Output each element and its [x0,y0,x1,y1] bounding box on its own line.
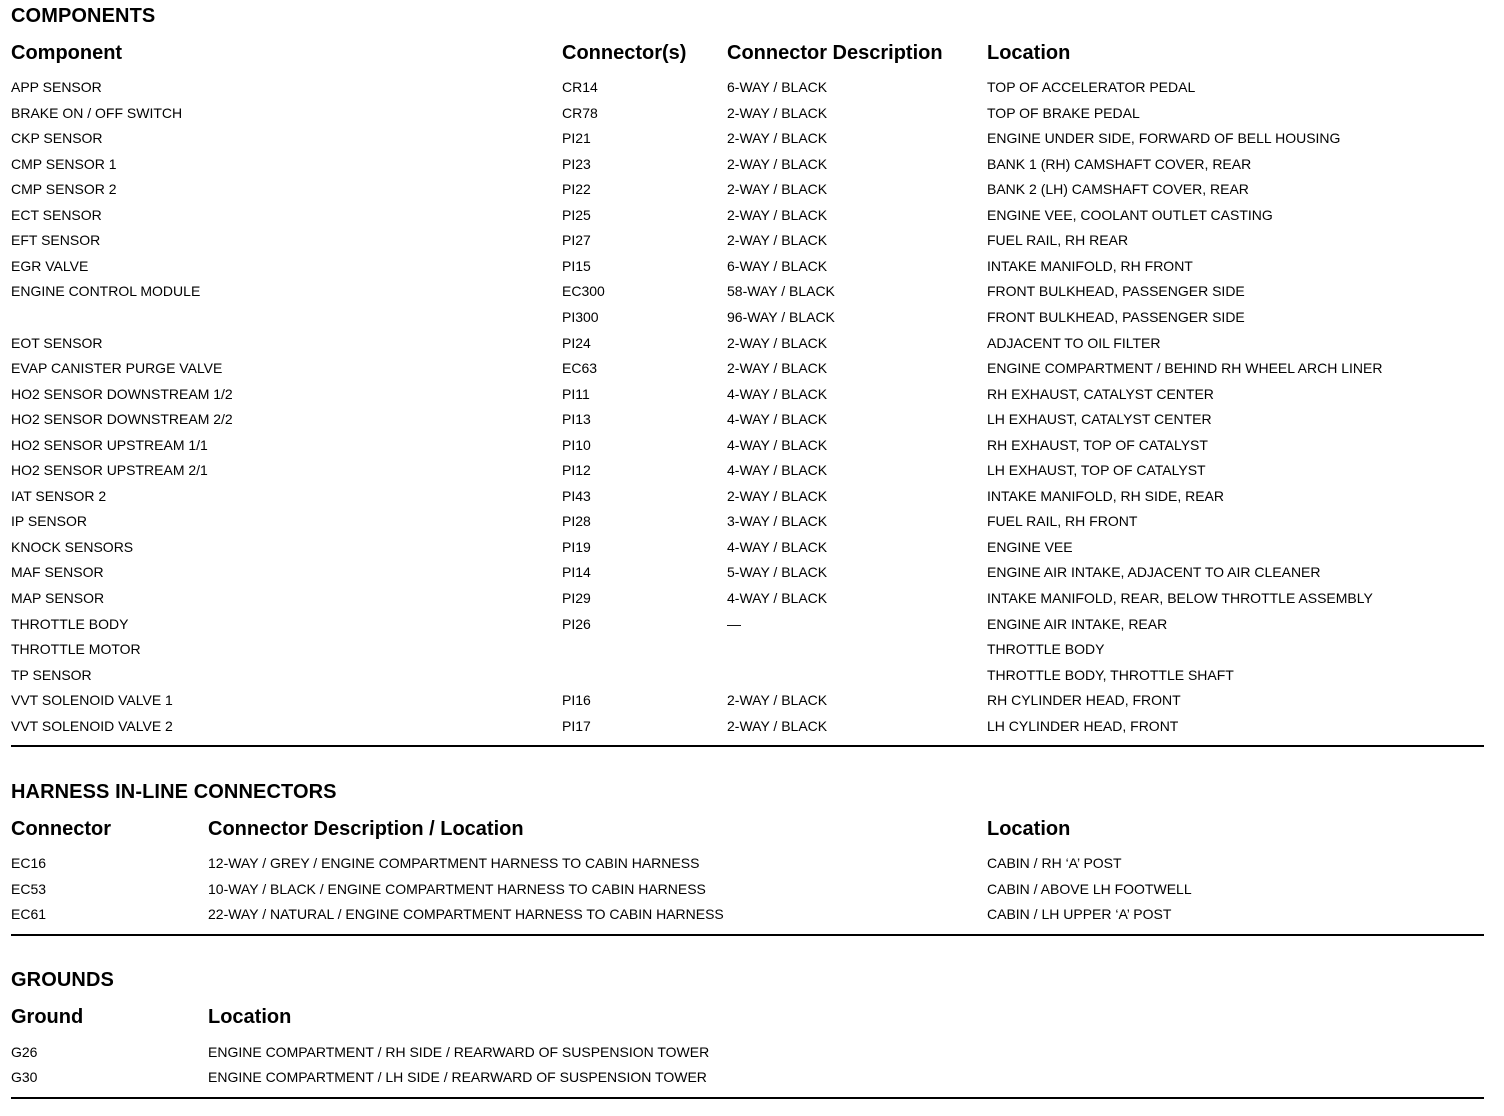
component-cell: CKP SENSOR [11,130,103,147]
connector-cell: PI22 [562,181,591,198]
connector-cell: CR78 [562,104,598,121]
table-row [11,1043,1484,1069]
table-row [11,436,1484,462]
connector-description-cell: 10-WAY / BLACK / ENGINE COMPARTMENT HARNESS TO CABIN HARNESS [208,880,706,897]
location-cell: TOP OF BRAKE PEDAL [987,104,1140,121]
location-cell: INTAKE MANIFOLD, RH FRONT [987,257,1193,274]
connector-description-cell: 5-WAY / BLACK [727,564,828,581]
component-cell: HO2 SENSOR DOWNSTREAM 2/2 [11,411,233,428]
table-row [11,385,1484,411]
location-cell: LH CYLINDER HEAD, FRONT [987,717,1179,734]
harness-header-location: Location [987,818,1071,840]
connector-cell: PI15 [562,257,591,274]
location-cell: RH CYLINDER HEAD, FRONT [987,692,1181,709]
connector-cell: EC63 [562,360,598,377]
connector-description-cell: 4-WAY / BLACK [727,411,828,428]
component-cell: VVT SOLENOID VALVE 2 [11,717,173,734]
connector-cell: PI17 [562,717,591,734]
component-cell: KNOCK SENSORS [11,538,134,555]
table-row [11,512,1484,538]
section-divider [11,1097,1484,1099]
ground-cell: G30 [11,1069,38,1085]
connector-description-cell: 4-WAY / BLACK [727,436,828,453]
connector-cell: PI25 [562,206,591,223]
component-cell: CMP SENSOR 1 [11,155,117,172]
table-row [11,129,1484,155]
connector-description-cell: 12-WAY / GREY / ENGINE COMPARTMENT HARNESS TO CABIN HARNESS [208,855,700,871]
location-cell: ENGINE AIR INTAKE, REAR [987,615,1168,632]
table-row [11,666,1484,692]
connector-description-cell: 2-WAY / BLACK [727,334,828,351]
table-row [11,691,1484,717]
location-cell: CABIN / ABOVE LH FOOTWELL [987,880,1192,897]
connector-description-cell: 2-WAY / BLACK [727,487,828,504]
table-row [11,282,1484,308]
component-cell: HO2 SENSOR UPSTREAM 2/1 [11,462,208,479]
components-title: COMPONENTS [11,5,156,27]
components-header-location: Location [987,42,1071,64]
location-cell: INTAKE MANIFOLD, REAR, BELOW THROTTLE ASSEMBLY [987,590,1373,606]
component-cell: IAT SENSOR 2 [11,487,107,504]
grounds-header-ground: Ground [11,1006,84,1028]
connector-cell: PI300 [562,308,599,325]
connector-cell: PI43 [562,487,591,504]
location-cell: RH EXHAUST, TOP OF CATALYST [987,436,1208,453]
table-row [11,206,1484,232]
component-cell: HO2 SENSOR DOWNSTREAM 1/2 [11,385,233,402]
location-cell: FRONT BULKHEAD, PASSENGER SIDE [987,308,1245,325]
location-cell: ENGINE VEE [987,538,1073,555]
connector-description-cell: 6-WAY / BLACK [727,257,828,274]
component-cell: THROTTLE MOTOR [11,641,141,658]
table-row [11,78,1484,104]
connector-cell: PI27 [562,232,591,249]
connector-description-cell: 2-WAY / BLACK [727,181,828,198]
connector-cell: PI10 [562,436,591,453]
connector-description-cell: 4-WAY / BLACK [727,462,828,479]
table-row [11,905,1484,931]
component-cell: THROTTLE BODY [11,615,129,632]
location-cell: CABIN / RH ‘A’ POST [987,855,1122,871]
connector-description-cell: 4-WAY / BLACK [727,538,828,555]
location-cell: FUEL RAIL, RH FRONT [987,513,1138,530]
component-cell: VVT SOLENOID VALVE 1 [11,692,173,709]
connector-cell: CR14 [562,79,598,95]
grounds-title: GROUNDS [11,969,114,991]
connector-description-cell: 4-WAY / BLACK [727,385,828,402]
location-cell: ENGINE COMPARTMENT / LH SIDE / REARWARD OF SUSPENSION TOWER [208,1069,707,1085]
components-header-connector-description: Connector Description [727,42,943,64]
table-row [11,231,1484,257]
component-cell: EOT SENSOR [11,334,103,351]
component-cell: EVAP CANISTER PURGE VALVE [11,360,223,377]
connector-cell: EC16 [11,855,47,871]
connector-cell: EC61 [11,906,47,922]
harness-title: HARNESS IN-LINE CONNECTORS [11,781,337,803]
connector-description-cell: 2-WAY / BLACK [727,360,828,377]
connector-description-cell: 58-WAY / BLACK [727,283,835,300]
location-cell: FUEL RAIL, RH REAR [987,232,1129,249]
connector-cell: PI24 [562,334,591,351]
location-cell: BANK 1 (RH) CAMSHAFT COVER, REAR [987,155,1252,172]
location-cell: INTAKE MANIFOLD, RH SIDE, REAR [987,487,1224,504]
table-row [11,257,1484,283]
table-row [11,410,1484,436]
location-cell: ENGINE COMPARTMENT / RH SIDE / REARWARD OF SUSPENSION TOWER [208,1044,710,1060]
location-cell: ENGINE AIR INTAKE, ADJACENT TO AIR CLEANER [987,564,1321,581]
table-row [11,538,1484,564]
section-divider [11,934,1484,936]
connector-description-cell: 2-WAY / BLACK [727,104,828,121]
table-row [11,334,1484,360]
component-cell: EFT SENSOR [11,232,101,249]
connector-cell: PI16 [562,692,591,709]
connector-cell: EC300 [562,283,605,300]
location-cell: TOP OF ACCELERATOR PEDAL [987,79,1196,95]
component-cell: EGR VALVE [11,257,89,274]
components-header-connectors: Connector(s) [562,42,687,64]
connector-cell: PI21 [562,130,591,147]
table-row [11,155,1484,181]
connector-cell: PI14 [562,564,591,581]
connector-description-cell: 2-WAY / BLACK [727,206,828,223]
component-cell: TP SENSOR [11,666,92,683]
location-cell: CABIN / LH UPPER ‘A’ POST [987,906,1172,922]
table-row [11,104,1484,130]
table-row [11,1068,1484,1094]
component-cell: BRAKE ON / OFF SWITCH [11,104,183,121]
harness-header-description: Connector Description / Location [208,818,524,840]
connector-description-cell: 2-WAY / BLACK [727,155,828,172]
component-cell: APP SENSOR [11,79,102,95]
component-cell: IP SENSOR [11,513,87,530]
location-cell: ENGINE UNDER SIDE, FORWARD OF BELL HOUSING [987,130,1341,147]
connector-description-cell: 2-WAY / BLACK [727,717,828,734]
component-cell: ENGINE CONTROL MODULE [11,283,201,300]
location-cell: ENGINE COMPARTMENT / BEHIND RH WHEEL ARCH LINER [987,360,1383,377]
section-divider [11,745,1484,747]
connector-cell: PI19 [562,538,591,555]
connector-cell: PI23 [562,155,591,172]
location-cell: FRONT BULKHEAD, PASSENGER SIDE [987,283,1245,300]
connector-description-cell: 6-WAY / BLACK [727,79,828,95]
component-cell: HO2 SENSOR UPSTREAM 1/1 [11,436,208,453]
table-row [11,589,1484,615]
connector-description-cell: 96-WAY / BLACK [727,308,835,325]
connector-cell: PI26 [562,615,591,632]
component-cell: MAP SENSOR [11,590,105,606]
location-cell: THROTTLE BODY [987,641,1105,658]
connector-cell: PI11 [562,385,590,402]
table-row [11,717,1484,743]
table-row [11,180,1484,206]
location-cell: RH EXHAUST, CATALYST CENTER [987,385,1214,402]
location-cell: BANK 2 (LH) CAMSHAFT COVER, REAR [987,181,1249,198]
connector-description-cell: 2-WAY / BLACK [727,130,828,147]
location-cell: ADJACENT TO OIL FILTER [987,334,1161,351]
grounds-header-location: Location [208,1006,292,1028]
table-row [11,359,1484,385]
connector-description-cell: 4-WAY / BLACK [727,590,828,606]
connector-cell: PI12 [562,462,591,479]
harness-header-connector: Connector [11,818,111,840]
table-row [11,487,1484,513]
component-cell: MAF SENSOR [11,564,104,581]
connector-description-cell: 2-WAY / BLACK [727,692,828,709]
location-cell: ENGINE VEE, COOLANT OUTLET CASTING [987,206,1273,223]
connector-description-cell: 3-WAY / BLACK [727,513,828,530]
connector-description-cell: — [727,615,741,632]
component-cell: ECT SENSOR [11,206,102,223]
table-row [11,880,1484,906]
table-row [11,461,1484,487]
connector-cell: PI29 [562,590,591,606]
table-row [11,854,1484,880]
location-cell: LH EXHAUST, TOP OF CATALYST [987,462,1206,479]
connector-cell: PI28 [562,513,591,530]
location-cell: THROTTLE BODY, THROTTLE SHAFT [987,666,1234,683]
components-header-component: Component [11,42,123,64]
connector-cell: EC53 [11,880,47,897]
connector-cell: PI13 [562,411,591,428]
table-row [11,308,1484,334]
connector-description-cell: 2-WAY / BLACK [727,232,828,249]
table-row [11,640,1484,666]
location-cell: LH EXHAUST, CATALYST CENTER [987,411,1212,428]
component-cell: CMP SENSOR 2 [11,181,117,198]
connector-description-cell: 22-WAY / NATURAL / ENGINE COMPARTMENT HARNESS TO CABIN HARNESS [208,906,724,922]
table-row [11,563,1484,589]
ground-cell: G26 [11,1044,38,1060]
table-row [11,615,1484,641]
